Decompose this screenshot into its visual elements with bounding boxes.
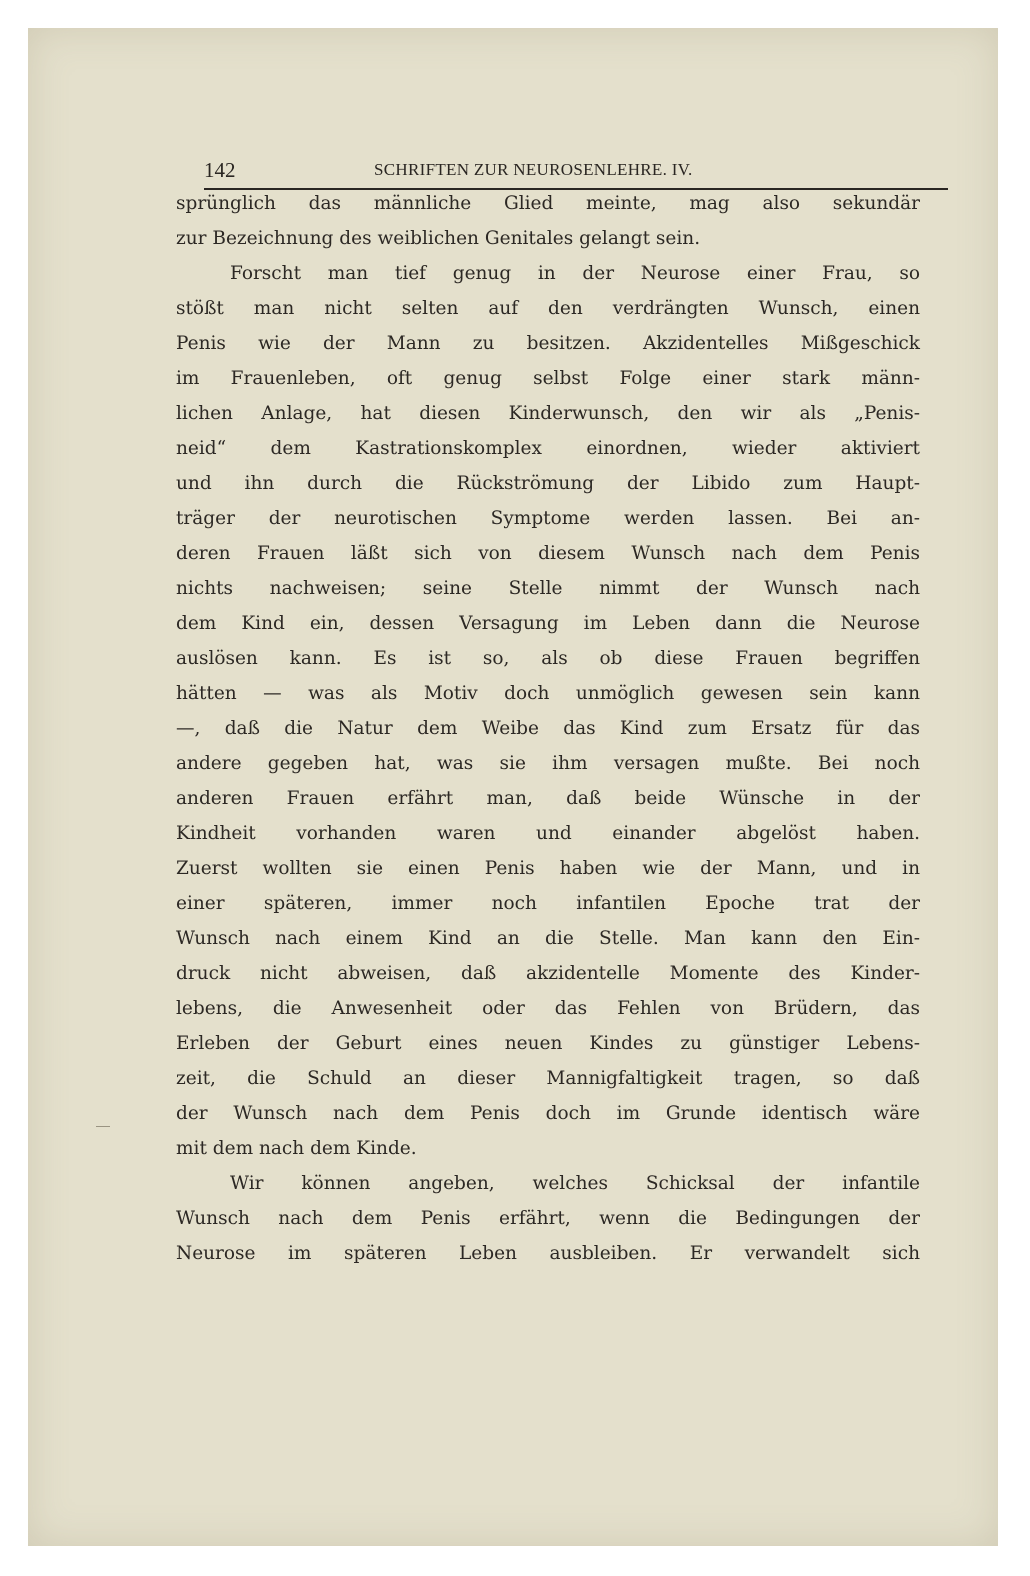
text-line: Wunsch nach dem Penis erfährt, wenn die Bedingungen der [176,1208,920,1229]
text-line: der Wunsch nach dem Penis doch im Grunde identisch wäre [176,1103,920,1124]
text-line: lebens, die Anwesenheit oder das Fehlen von Brüdern, das [176,998,920,1019]
text-line: träger der neurotischen Symptome werden lassen. Bei an- [176,508,920,529]
text-line: deren Frauen läßt sich von diesem Wunsch nach dem Penis [176,543,920,564]
text-line: Wunsch nach einem Kind an die Stelle. Man kann den Ein- [176,928,920,949]
text-line: lichen Anlage, hat diesen Kinderwunsch, den wir als „Penis- [176,403,920,424]
text-line: zeit, die Schuld an dieser Mannigfaltigkeit tragen, so daß [176,1068,920,1089]
text-line: hätten — was als Motiv doch unmöglich gewesen sein kann [176,683,920,704]
text-line: zur Bezeichnung des weiblichen Genitales gelangt sein. [176,228,701,249]
text-line: Kindheit vorhanden waren und einander abgelöst haben. [176,823,920,844]
text-line: dem Kind ein, dessen Versagung im Leben dann die Neurose [176,613,920,634]
text-line: neid“ dem Kastrationskomplex einordnen, wieder aktiviert [176,438,920,459]
text-line: nichts nachweisen; seine Stelle nimmt der Wunsch nach [176,578,920,599]
text-line: im Frauenleben, oft genug selbst Folge einer stark männ- [176,368,920,389]
text-line: Zuerst wollten sie einen Penis haben wie der Mann, und in [176,858,920,879]
running-head: SCHRIFTEN ZUR NEUROSENLEHRE. IV. [374,160,693,179]
text-line: Erleben der Geburt eines neuen Kindes zu günstiger Lebens- [176,1033,920,1054]
text-line: anderen Frauen erfährt man, daß beide Wünsche in der [176,788,920,809]
text-line: druck nicht abweisen, daß akzidentelle Momente des Kinder- [176,963,920,984]
text-line: einer späteren, immer noch infantilen Epoche trat der [176,893,920,914]
text-line: stößt man nicht selten auf den verdrängten Wunsch, einen [176,298,920,319]
text-line: sprünglich das männliche Glied meinte, mag also sekundär [176,193,920,214]
text-line: Forscht man tief genug in der Neurose einer Frau, so [230,263,920,284]
text-line: —, daß die Natur dem Weibe das Kind zum Ersatz für das [176,718,920,739]
margin-mark [96,1126,110,1127]
body-text [176,186,920,1271]
text-line: andere gegeben hat, was sie ihm versagen mußte. Bei noch [176,753,920,774]
text-line: Neurose im späteren Leben ausbleiben. Er verwandelt sich [176,1243,920,1264]
text-line: auslösen kann. Es ist so, als ob diese Frauen begriffen [176,648,920,669]
text-line: und ihn durch die Rückströmung der Libido zum Haupt- [176,473,920,494]
text-line: Penis wie der Mann zu besitzen. Akzidentelles Mißgeschick [176,333,920,354]
page-number: 142 [204,158,236,182]
text-line: Wir können angeben, welches Schicksal der infantile [230,1173,920,1194]
text-line: mit dem nach dem Kinde. [176,1138,417,1159]
